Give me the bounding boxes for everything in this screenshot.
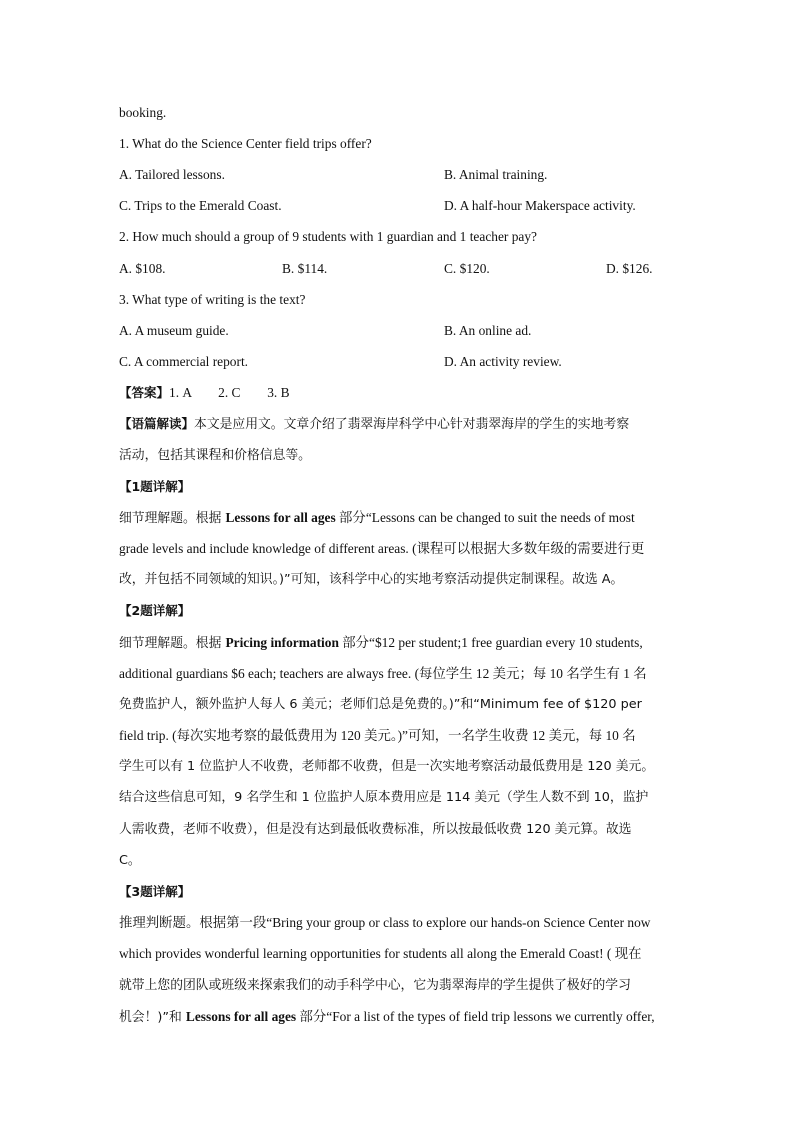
question-3-option-c: C. A commercial report. [119,354,249,369]
detail-2-line-6: 结合这些信息可知，9 名学生和 1 位监护人原本费用应是 114 美元（学生人数不到 10，监护 [119,790,649,805]
detail-3-line-2: which provides wonderful learning opportunities for students all along the Emerald Coast! ( 现在 [119,946,642,961]
question-1-option-a: A. Tailored lessons. [119,167,225,182]
question-3-option-a: A. A museum guide. [119,323,229,338]
reading-line-1 [119,415,629,434]
detail-3-section-name: Lessons for all ages [185,1009,297,1024]
intro-tail: booking. [119,105,167,120]
detail-2-line-7: 人需收费，老师不收费），但是没有达到最低收费标准，所以按最低收费 120 美元算。故选 [119,822,632,837]
detail-1-heading: 【1题详解】 [119,479,191,494]
question-1-option-d: D. A half-hour Makerspace activity. [444,198,636,213]
detail-3-heading: 【3题详解】 [119,884,191,899]
detail-2-line-4: field trip. (每次实地考察的最低费用为 120 美元。)”可知，一名学生收费 12 美元，每 10 名 [119,728,636,743]
question-1-option-c: C. Trips to the Emerald Coast. [119,198,282,213]
answer-line [119,384,290,402]
detail-2-line-1 [119,634,643,653]
detail-1-prefix: 细节理解题。根据 [119,511,226,526]
question-2-option-c: C. $120. [444,261,490,276]
detail-3-line-3: 就带上您的团队或班级来探索我们的动手科学中心，它为翡翠海岸的学生提供了极好的学习 [119,978,631,993]
detail-2-prefix: 细节理解题。根据 [119,636,226,651]
question-2-option-a: A. $108. [119,261,166,276]
answer-text: 1. A 2. C 3. B [169,385,290,400]
detail-1-section-name: Lessons for all ages [225,510,336,525]
detail-3-quote-start: 部分“For a list of the types of field trip lessons we currently offer, [296,1009,655,1024]
question-1-stem: 1. What do the Science Center field trips offer? [119,136,372,151]
question-3-option-d: D. An activity review. [444,354,562,369]
detail-2-line-2: additional guardians $6 each; teachers are always free. (每位学生 12 美元；每 10 名学生有 1 名 [119,666,647,681]
answer-label: 【答案】 [119,385,170,400]
detail-1-quote-start: 部分“Lessons can be changed to suit the needs of most [335,510,635,525]
detail-1-line-2: grade levels and include knowledge of different areas. (课程可以根据大多数年级的需要进行更 [119,541,645,556]
reading-text-1: 本文是应用文。文章介绍了翡翠海岸科学中心针对翡翠海岸的学生的实地考察 [194,417,630,432]
detail-2-heading: 【2题详解】 [119,603,191,618]
detail-2-line-5: 学生可以有 1 位监护人不收费，老师都不收费，但是一次实地考察活动最低费用是 120 美元。 [119,759,655,774]
detail-2-quote-start: 部分“$12 per student;1 free guardian every 10 students, [338,635,643,650]
detail-1-line-3: 改，并包括不同领域的知识。)”可知，该科学中心的实地考察活动提供定制课程。故选 A。 [119,572,624,587]
detail-2-line-8: C。 [119,853,141,868]
detail-2-section-name: Pricing information [225,635,339,650]
question-3-option-b: B. An online ad. [444,323,532,338]
question-2-option-d: D. $126. [606,261,653,276]
question-3-stem: 3. What type of writing is the text? [119,292,306,307]
detail-2-line-3: 免费监护人，额外监护人每人 6 美元；老师们总是免费的。)”和“Minimum fee of $120 per [119,697,642,712]
detail-3-line-1: 推理判断题。根据第一段“Bring your group or class to explore our hands-on Science Center now [119,915,651,930]
detail-1-line-1 [119,509,635,528]
question-1-option-b: B. Animal training. [444,167,548,182]
question-2-stem: 2. How much should a group of 9 students with 1 guardian and 1 teacher pay? [119,229,537,244]
detail-3-prefix: 机会！)”和 [119,1010,186,1025]
reading-label: 【语篇解读】 [119,416,195,431]
question-2-option-b: B. $114. [282,261,328,276]
reading-line-2: 活动，包括其课程和价格信息等。 [119,448,311,463]
detail-3-line-4 [119,1008,655,1027]
